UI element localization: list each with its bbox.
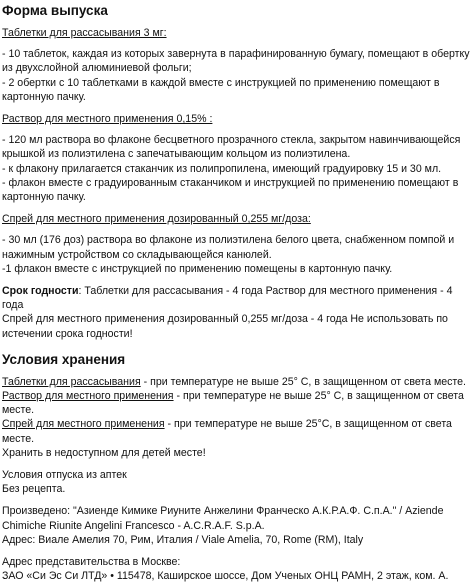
tablets-line-2: - 2 обертки с 10 таблетками в каждой вместе с инструкцией по применению помещают в картонную пачку. (2, 76, 440, 103)
storage-item-name: Раствор для местного применения (2, 390, 174, 403)
storage-item-text: - при температуре не выше 25° С, в защищенном от света месте. (2, 390, 464, 417)
spray-title: Спрей для местного применения дозированный 0,255 мг/доза: (2, 213, 311, 226)
tablets-line-1: - 10 таблеток, каждая из которых завернута в парафинированную бумагу, помещают в обертку из двухслойной алюминиевой фольги; (2, 48, 470, 75)
shelf-life (2, 284, 470, 312)
representative-title: Адрес представительства в Москве: (2, 556, 181, 569)
tablets-title: Таблетки для рассасывания 3 мг: (2, 27, 167, 39)
solution-title: Раствор для местного применения 0,15% : (2, 113, 213, 126)
storage-item-text: - при температуре не выше 25°С, в защищенном от света месте. (2, 418, 452, 445)
spray-line-2: -1 флакон вместе с инструкцией по применению помещены в картонную пачку. (2, 262, 393, 275)
form-heading: Форма выпуска (2, 3, 108, 18)
storage-item (2, 417, 470, 445)
spray-line-1: - 30 мл (176 доз) раствора во флаконе из полиэтилена белого цвета, снабженном помпой и нажимным устройством со складывающейся канюлей. (2, 234, 455, 261)
dispense-title: Условия отпуска из аптек (2, 469, 127, 482)
storage-children-note: Хранить в недоступном для детей месте! (2, 446, 206, 459)
storage-heading: Условия хранения (2, 351, 126, 367)
storage-item (2, 375, 470, 389)
solution-line-3: - флакон вместе с градуированным стаканчиком и инструкцией по применению помещают в картонную пачку. (2, 176, 459, 204)
manufacturer-line-2: Адрес: Виале Амелия 70, Рим, Италия / Viale Amelia, 70, Rome (RM), Italy (2, 533, 364, 546)
shelf-life-text: : Таблетки для рассасывания - 4 года Раствор для местного применения - 4 года (2, 285, 453, 312)
representative-address: ЗАО «Си Эс Си ЛТД» • 115478, Каширское шоссе, Дом Ученых ОНЦ РАМН, 2 этаж, ком. А. (2, 570, 449, 583)
shelf-life-text-2: Спрей для местного применения дозированный 0,255 мг/доза - 4 года Не использовать по истечении срока годности! (2, 313, 448, 340)
storage-item-name: Спрей для местного применения (2, 418, 165, 431)
solution-line-1: - 120 мл раствора во флаконе бесцветного прозрачного стекла, закрытом навинчивающейся крышкой из полиэтилена с запечатывающим кольцом из полиэтилена. (2, 134, 461, 161)
shelf-life-label: Срок годности (2, 285, 79, 298)
solution-line-2: - к флакону прилагается стаканчик из полипропилена, имеющий градуировку 15 и 30 мл. (2, 162, 442, 175)
storage-item-name: Таблетки для рассасывания (2, 375, 141, 388)
dispense-value: Без рецепта. (2, 483, 66, 496)
storage-item (2, 389, 470, 417)
storage-item-text: - при температуре не выше 25° С, в защищенном от света месте. (140, 375, 466, 388)
manufacturer-line-1: Произведено: "Азиенде Кимике Риуните Анжелини Франческо А.К.Р.А.Ф. С.п.А." / Aziende Chimiche Riunite Angelini Francesco - A.C.R.A.F. S.p.A. (2, 505, 444, 532)
